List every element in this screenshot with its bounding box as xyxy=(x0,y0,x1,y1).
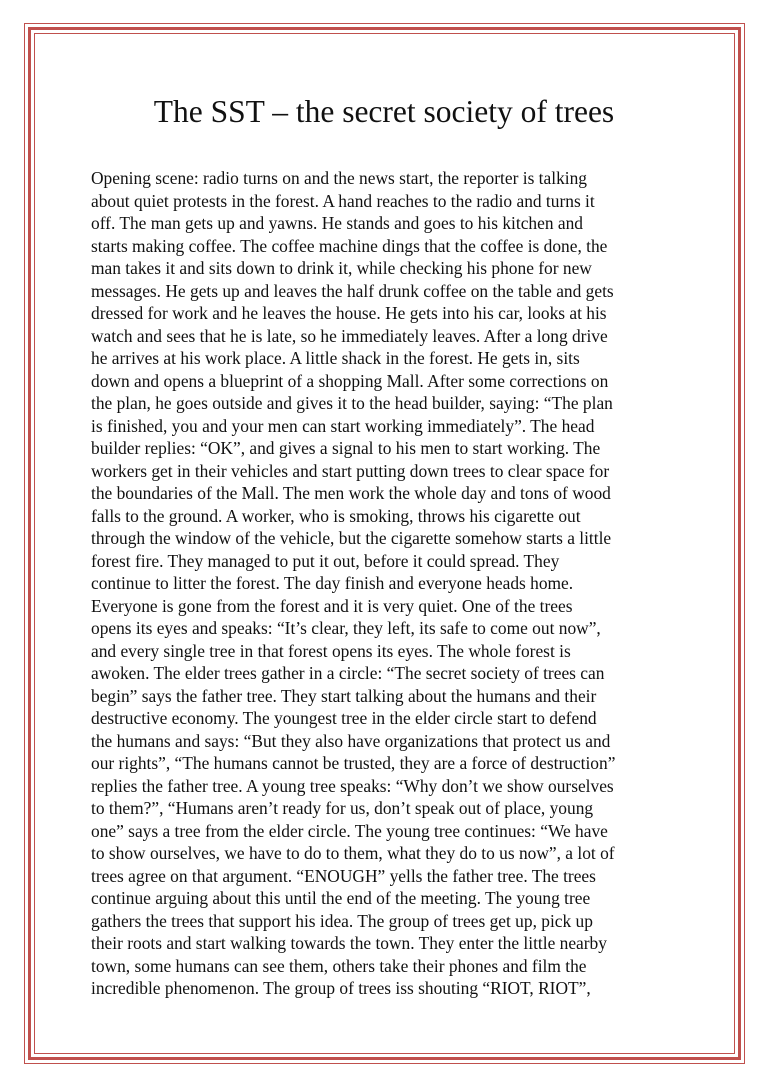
body-line: is finished, you and your men can start working immediately”. The head xyxy=(91,415,595,436)
body-line: town, some humans can see them, others take their phones and film the xyxy=(91,955,587,976)
body-line: the humans and says: “But they also have organizations that protect us and xyxy=(91,730,611,751)
body-line: destructive economy. The youngest tree in the elder circle start to defend xyxy=(91,708,597,728)
body-line: to them?”, “Humans aren’t ready for us, don’t speak out of place, young xyxy=(91,798,594,818)
body-line: Opening scene: radio turns on and the news start, the reporter is talking xyxy=(91,168,587,188)
body-line: starts making coffee. The coffee machine dings that the coffee is done, the xyxy=(91,235,608,256)
body-line: gathers the trees that support his idea. The group of trees get up, pick up xyxy=(91,910,593,931)
body-line: off. The man gets up and yawns. He stands and goes to his kitchen and xyxy=(91,213,583,233)
document-title: The SST – the secret society of trees xyxy=(153,94,615,129)
body-line: man takes it and sits down to drink it, while checking his phone for new xyxy=(91,258,592,278)
body-line: messages. He gets up and leaves the half drunk coffee on the table and gets xyxy=(91,280,614,301)
body-line: watch and sees that he is late, so he immediately leaves. After a long drive xyxy=(91,325,608,346)
body-line: the boundaries of the Mall. The men work the whole day and tons of wood xyxy=(91,483,611,503)
body-line: incredible phenomenon. The group of trees iss shouting “RIOT, RIOT”, xyxy=(91,978,591,998)
body-line: awoken. The elder trees gather in a circle: “The secret society of trees can xyxy=(91,663,605,683)
body-line: begin” says the father tree. They start talking about the humans and their xyxy=(91,685,597,706)
body-line: their roots and start walking towards the town. They enter the little nearby xyxy=(91,933,607,953)
body-line: forest fire. They managed to put it out, before it could spread. They xyxy=(91,550,560,571)
body-line: our rights”, “The humans cannot be trusted, they are a force of destruction” xyxy=(91,753,616,773)
body-line: about quiet protests in the forest. A hand reaches to the radio and turns it xyxy=(91,190,595,211)
body-line: continue to litter the forest. The day finish and everyone heads home. xyxy=(91,573,574,593)
body-line: he arrives at his work place. A little shack in the forest. He gets in, sits xyxy=(91,348,580,368)
document-body xyxy=(91,167,691,1000)
body-line: one” says a tree from the elder circle. The young tree continues: “We have xyxy=(91,820,608,841)
body-line: the plan, he goes outside and gives it to the head builder, saying: “The plan xyxy=(91,393,613,413)
body-line: builder replies: “OK”, and gives a signal to his men to start working. The xyxy=(91,438,601,458)
body-line: and every single tree in that forest opens its eyes. The whole forest is xyxy=(91,640,571,661)
body-line: opens its eyes and speaks: “It’s clear, they left, its safe to come out now”, xyxy=(91,618,601,638)
body-line: Everyone is gone from the forest and it is very quiet. One of the trees xyxy=(91,595,573,616)
body-line: through the window of the vehicle, but the cigarette somehow starts a little xyxy=(91,528,612,548)
body-line: to show ourselves, we have to do to them, what they do to us now”, a lot of xyxy=(91,843,615,863)
body-line: replies the father tree. A young tree speaks: “Why don’t we show ourselves xyxy=(91,775,614,796)
body-line: down and opens a blueprint of a shopping Mall. After some corrections on xyxy=(91,370,609,391)
body-line: trees agree on that argument. “ENOUGH” yells the father tree. The trees xyxy=(91,865,596,886)
body-line: falls to the ground. A worker, who is smoking, throws his cigarette out xyxy=(91,505,581,526)
body-line: dressed for work and he leaves the house. He gets into his car, looks at his xyxy=(91,303,607,323)
body-line: workers get in their vehicles and start putting down trees to clear space for xyxy=(91,460,610,481)
body-line: continue arguing about this until the end of the meeting. The young tree xyxy=(91,888,591,908)
